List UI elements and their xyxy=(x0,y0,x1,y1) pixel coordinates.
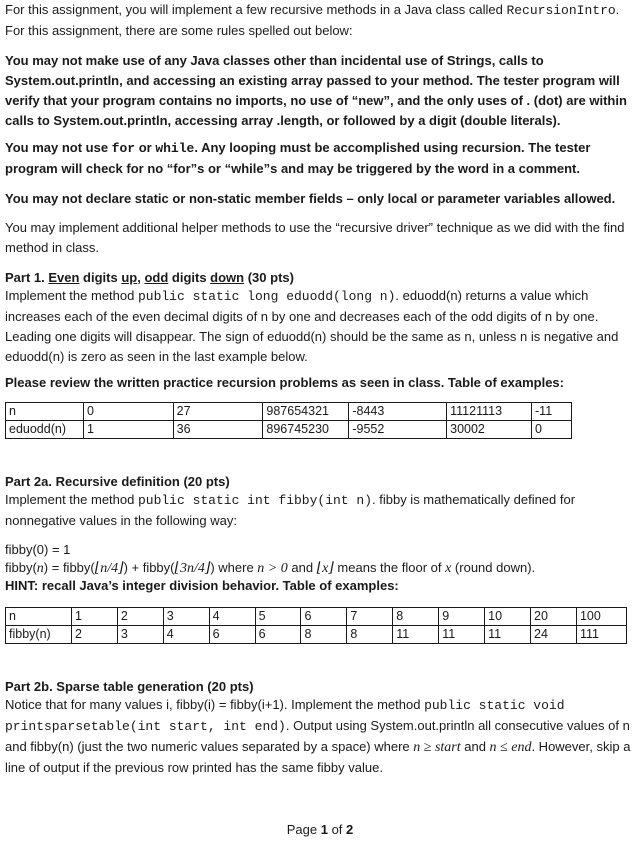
part2a-body xyxy=(5,490,635,531)
fibby-examples-table xyxy=(5,607,627,644)
part1-body xyxy=(5,286,635,367)
rule-no-loops-text-2: . Any looping must be accomplished using recursion. The tester program will check for no “for”s or “while”s and may be triggered by the word in a comment. xyxy=(5,140,591,176)
table-cell: 4 xyxy=(209,608,255,626)
fibby-recurrence-text-4: ) where xyxy=(210,560,258,575)
table-cell: 11 xyxy=(439,626,485,644)
math-floor-3n-4: ⌊3n/4⌋ xyxy=(174,561,211,576)
part1-body-text: Implement the method xyxy=(5,288,138,303)
part2b-body-text-2: . Output using System.out.println all consecutive values of n and fibby(n) (just the two numeric values separated by a space) where xyxy=(5,718,630,754)
table-cell: 1 xyxy=(71,608,117,626)
table-cell: 6 xyxy=(209,626,255,644)
footer-page-total: 2 xyxy=(346,822,354,837)
part1-heading-digits-2: digits xyxy=(168,270,211,285)
part1-heading-digits: digits xyxy=(79,270,122,285)
rule-no-loops xyxy=(5,138,635,179)
eduodd-examples-table xyxy=(5,402,572,439)
part1-body-text-2: . eduodd(n) returns a value which increases each of the even decimal digits of n by one and decreases each of the odd digits of n by one. Leading one digits will disappear. The sign of eduodd(n) should be the same as n, unless n is negative and eduodd(n) is zero as seen in the last example below. xyxy=(5,288,619,364)
table-cell: 100 xyxy=(576,608,626,626)
table-cell: 10 xyxy=(485,608,531,626)
table-cell: 896745230 xyxy=(263,421,349,439)
math-n-le-end: n ≤ end xyxy=(489,740,532,755)
table-cell: 20 xyxy=(531,608,577,626)
table-cell: 24 xyxy=(531,626,577,644)
table-row xyxy=(6,421,572,439)
table-cell: 987654321 xyxy=(263,403,349,421)
footer-page-number: 1 xyxy=(320,822,328,837)
table-row xyxy=(6,608,627,626)
keyword-for: for xyxy=(111,141,136,156)
fibby-recurrence-text-6: means the floor of xyxy=(333,560,446,575)
fibby-recurrence-text-5: and xyxy=(287,560,317,575)
part2b-body-text: Notice that for many values i, fibby(i) = fibby(i+1). Implement the method xyxy=(5,697,425,712)
rule-no-loops-text: You may not use xyxy=(5,140,112,155)
part1-heading-down: down xyxy=(210,270,245,285)
table-cell: 36 xyxy=(173,421,263,439)
part1-heading xyxy=(5,268,635,288)
math-floor-x: ⌊x⌋ xyxy=(316,561,334,576)
table-row xyxy=(6,403,572,421)
eduodd-signature: public static long eduodd(long n) xyxy=(137,289,396,304)
table-cell: 0 xyxy=(532,421,572,439)
part2b-heading: Part 2b. Sparse table generation (20 pts) xyxy=(5,679,254,694)
rule-no-loops-or: or xyxy=(135,140,156,155)
keyword-while: while xyxy=(155,141,195,156)
table-cell: -8443 xyxy=(349,403,447,421)
table-cell: 1 xyxy=(83,421,173,439)
part1-heading-prefix: Part 1. xyxy=(5,270,49,285)
table-cell: 2 xyxy=(71,626,117,644)
table-cell: fibby(n) xyxy=(6,626,72,644)
table-cell: 4 xyxy=(163,626,209,644)
fibby-recurrence-text-3: ) + fibby( xyxy=(123,560,175,575)
class-name: RecursionIntro xyxy=(506,3,616,18)
part1-heading-even: Even xyxy=(48,270,80,285)
fibby-base-case: fibby(0) = 1 xyxy=(5,542,71,557)
math-x: x xyxy=(445,561,452,576)
table-row xyxy=(6,626,627,644)
table-cell: n xyxy=(6,403,84,421)
table-cell: 0 xyxy=(83,403,173,421)
fibby-signature: public static int fibby(int n) xyxy=(137,493,373,508)
table-cell: 111 xyxy=(576,626,626,644)
table-cell: 11121113 xyxy=(447,403,532,421)
table-cell: 6 xyxy=(255,626,301,644)
math-floor-n-4: ⌊n/4⌋ xyxy=(94,561,124,576)
table-cell: eduodd(n) xyxy=(6,421,84,439)
part2a-body-text-2: . fibby is mathematically defined for nonnegative values in the following way: xyxy=(5,492,576,528)
part2a-body-text: Implement the method xyxy=(5,492,138,507)
table-cell: 11 xyxy=(393,626,439,644)
table-cell: 3 xyxy=(163,608,209,626)
part1-heading-comma: , xyxy=(137,270,145,285)
table-cell: -11 xyxy=(532,403,572,421)
table-cell: -9552 xyxy=(349,421,447,439)
part1-heading-up: up xyxy=(121,270,138,285)
table-cell: 8 xyxy=(301,626,347,644)
printsparsetable-signature: public static void printsparsetable(int start, int end) xyxy=(5,698,565,734)
table-cell: 27 xyxy=(173,403,263,421)
intro-paragraph xyxy=(5,0,635,41)
part2b-body-text-4: . However, skip a line of output if the previous row printed has the same fibby value. xyxy=(5,739,631,775)
table-cell: 8 xyxy=(393,608,439,626)
table-cell: 11 xyxy=(485,626,531,644)
table-cell: 7 xyxy=(347,608,393,626)
fibby-recurrence-text: fibby( xyxy=(5,560,37,575)
part1-heading-odd: odd xyxy=(144,270,169,285)
rule-no-fields: You may not declare static or non-static member fields – only local or parameter variables allowed. xyxy=(5,191,616,206)
part1-heading-points: (30 pts) xyxy=(244,270,294,285)
intro-text: For this assignment, you will implement a few recursive methods in a Java class called xyxy=(5,2,503,17)
part1-review-note: Please review the written practice recursion problems as seen in class. Table of examples: xyxy=(5,375,564,390)
fibby-recurrence-text-7: (round down). xyxy=(451,560,536,575)
intro-text-2: . For this assignment, there are some rules spelled out below: xyxy=(5,2,620,38)
math-n-positive: n > 0 xyxy=(257,561,288,576)
math-n: n xyxy=(36,561,44,576)
table-cell: 3 xyxy=(117,626,163,644)
table-cell: 2 xyxy=(117,608,163,626)
table-cell: 9 xyxy=(439,608,485,626)
footer-page-word: Page xyxy=(286,822,321,837)
part2a-hint: HINT: recall Java’s integer division behavior. Table of examples: xyxy=(5,578,399,593)
rule-no-java-classes: You may not make use of any Java classes other than incidental use of Strings, calls to System.out.println, and accessing an existing array passed to your method. The tester program will verify that your program contains no imports, no use of “new”, and the only uses of . (dot) are within calls to System.out.println, accessing array .length, or followed by a digit (double literals). xyxy=(5,53,627,128)
page-footer xyxy=(5,820,635,840)
table-cell: 6 xyxy=(301,608,347,626)
table-cell: 8 xyxy=(347,626,393,644)
part2b-body xyxy=(5,695,635,778)
table-cell: 5 xyxy=(255,608,301,626)
table-cell: 30002 xyxy=(447,421,532,439)
part2b-body-text-3: and xyxy=(460,739,490,754)
part2a-heading: Part 2a. Recursive definition (20 pts) xyxy=(5,474,230,489)
math-n-ge-start: n ≥ start xyxy=(413,740,461,755)
footer-of-word: of xyxy=(327,822,347,837)
table-cell: n xyxy=(6,608,72,626)
rule-helper-methods: You may implement additional helper methods to use the “recursive driver” technique as we did with the find method in class. xyxy=(5,220,625,255)
fibby-recurrence-text-2: ) = fibby( xyxy=(43,560,95,575)
